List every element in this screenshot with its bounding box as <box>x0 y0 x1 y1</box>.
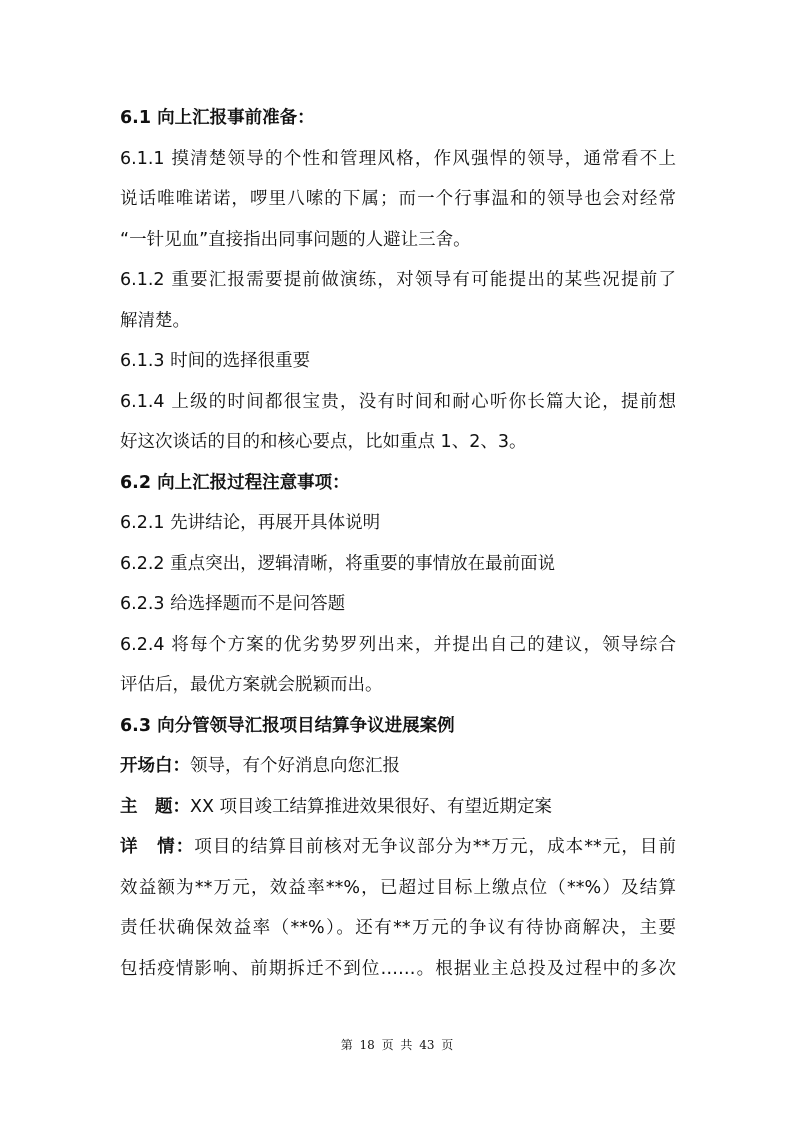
text-line: 6.1.4 上级的时间都很宝贵，没有时间和耐心听你长篇大论，提前想 <box>120 391 676 412</box>
section-6-2-heading: 6.2 向上汇报过程注意事项： <box>120 472 350 493</box>
paragraph-6-2-4 <box>120 625 676 706</box>
paragraph-6-1-1 <box>120 139 676 261</box>
text-line: 6.2.4 将每个方案的优劣势罗列出来，并提出自己的建议，领导综合 <box>120 634 676 655</box>
text-line: 6.1.2 重要汇报需要提前做演练，对领导有可能提出的某些况提前了 <box>120 270 676 290</box>
paragraph-6-1-4 <box>120 382 676 463</box>
paragraph-6-2-1: 6.2.1 先讲结论，再展开具体说明 <box>120 513 381 533</box>
text-line: “一针见血”直接指出同事问题的人避让三舍。 <box>120 229 471 250</box>
details-text: 项目的结算目前核对无争议部分为**万元，成本**元，目前 <box>194 837 676 857</box>
text-line: 责任状确保效益率（**%）。还有**万元的争议有待协商解决，主要 <box>120 918 676 938</box>
paragraph-6-1-3: 6.1.3 时间的选择很重要 <box>120 351 311 371</box>
paragraph-6-1-2 <box>120 260 676 341</box>
text-line: 解清楚。 <box>120 310 190 331</box>
page-number-footer: 第 18 页 共 43 页 <box>340 1038 454 1052</box>
section-6-1-heading: 6.1 向上汇报事前准备： <box>120 108 315 128</box>
opening-text: 领导，有个好消息向您汇报 <box>190 756 400 776</box>
subject-text: XX 项目竣工结算推进效果很好、有望近期定案 <box>190 796 553 817</box>
text-line: 说话唯唯诺诺，啰里八嗦的下属；而一个行事温和的领导也会对经常 <box>120 189 676 209</box>
text-line: 效益额为**万元，效益率**%，已超过目标上缴点位（**%）及结算 <box>120 877 676 898</box>
paragraph-6-2-3: 6.2.3 给选择题而不是问答题 <box>120 594 346 614</box>
details-label: 详 情： <box>120 837 195 857</box>
text-line: 6.1.1 摸清楚领导的个性和管理风格，作风强悍的领导，通常看不上 <box>120 148 676 169</box>
details-paragraph <box>120 827 676 989</box>
page-body <box>120 98 676 989</box>
subject-line <box>120 787 676 828</box>
text-line: 评估后，最优方案就会脱颖而出。 <box>120 675 383 695</box>
paragraph-6-2-2: 6.2.2 重点突出，逻辑清晰，将重要的事情放在最前面说 <box>120 553 556 574</box>
text-line: 包括疫情影响、前期拆迁不到位……。根据业主总投及过程中的多次 <box>120 958 676 979</box>
opening-label: 开场白： <box>120 756 190 776</box>
text-line <box>120 827 676 868</box>
opening-remark <box>120 746 676 787</box>
section-6-3-heading: 6.3 向分管领导汇报项目结算争议进展案例 <box>120 715 455 736</box>
text-line: 好这次谈话的目的和核心要点，比如重点 1、2、3。 <box>120 432 527 452</box>
subject-label: 主 题： <box>120 796 190 817</box>
